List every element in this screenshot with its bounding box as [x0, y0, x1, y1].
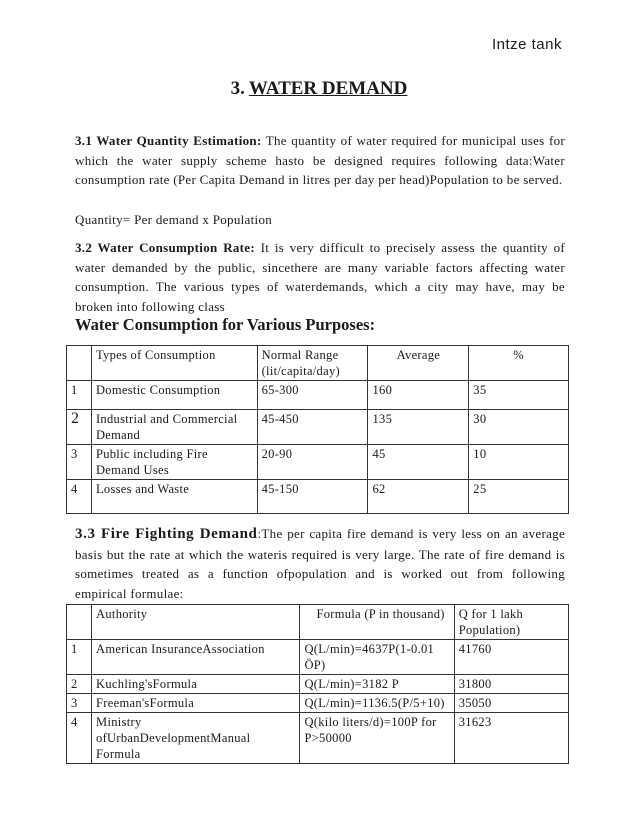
cell-percent: 25 [469, 480, 569, 514]
cell-average: 135 [368, 410, 469, 445]
table-row [67, 381, 569, 410]
chapter-number: 3. [230, 78, 245, 99]
header-cell-type: Types of Consumption [91, 346, 257, 381]
header-cell-authority: Authority [92, 605, 300, 640]
cell-no: 3 [67, 445, 92, 480]
cell-authority: Kuchling'sFormula [92, 675, 300, 694]
cell-percent: 10 [469, 445, 569, 480]
cell-authority: Ministry ofUrbanDevelopmentManual Formula [92, 713, 300, 764]
cell-formula: Q(kilo liters/d)=100P for P>50000 [300, 713, 454, 764]
consumption-table [66, 345, 569, 514]
cell-no: 3 [67, 694, 92, 713]
section-3-1-paragraph [75, 131, 565, 190]
table-row [67, 694, 569, 713]
cell-no: 4 [67, 713, 92, 764]
table-header-row [67, 346, 569, 381]
section-3-3-text: :The per capita fire demand is very less on an average basis but the rate at which the wateris required is very large. The rate of fire demand is sometimes treated as a function ofpopulation and is worked out from following empirical formulae: [75, 526, 566, 601]
header-cell-q: Q for 1 lakh Population) [454, 605, 568, 640]
cell-type: Domestic Consumption [91, 381, 257, 410]
chapter-title [0, 78, 638, 100]
cell-average: 45 [368, 445, 469, 480]
cell-formula: Q(L/min)=4637P(1-0.01 ÖP) [300, 640, 454, 675]
cell-q: 31800 [454, 675, 568, 694]
table-row [67, 410, 569, 445]
header-cell-no [67, 605, 92, 640]
cell-q: 31623 [454, 713, 568, 764]
table-header-row [67, 605, 569, 640]
table-row [67, 675, 569, 694]
cell-no: 4 [67, 480, 92, 514]
cell-q: 35050 [454, 694, 568, 713]
section-3-3-paragraph [75, 524, 565, 603]
table-row [67, 445, 569, 480]
cell-percent: 30 [469, 410, 569, 445]
header-cell-range: Normal Range (lit/capita/day) [257, 346, 368, 381]
cell-type: Industrial and Commercial Demand [91, 410, 257, 445]
cell-no: 1 [67, 640, 92, 675]
fire-demand-table [66, 604, 569, 764]
table-row [67, 713, 569, 764]
section-3-1-heading: 3.1 Water Quantity Estimation: [75, 133, 262, 148]
cell-authority: Freeman'sFormula [92, 694, 300, 713]
cell-formula: Q(L/min)=1136.5(P/5+10) [300, 694, 454, 713]
cell-average: 160 [368, 381, 469, 410]
cell-formula: Q(L/min)=3182 P [300, 675, 454, 694]
cell-type: Public including Fire Demand Uses [91, 445, 257, 480]
cell-range: 65-300 [257, 381, 368, 410]
consumption-heading: Water Consumption for Various Purposes: [75, 315, 376, 334]
header-cell-formula: Formula (P in thousand) [300, 605, 454, 640]
cell-range: 20-90 [257, 445, 368, 480]
cell-no: 1 [67, 381, 92, 410]
section-3-2-text: It is very difficult to precisely assess the quantity of water demanded by the public, sincethere are many variable factors affecting water consumption. The various types of waterdemands, which a city may have, may be broken into following class [75, 240, 565, 314]
cell-no: 2 [67, 410, 92, 445]
cell-type: Losses and Waste [91, 480, 257, 514]
section-3-3-heading: 3.3 Fire Fighting Demand [75, 526, 258, 542]
quantity-formula: Quantity= Per demand x Population [75, 212, 273, 227]
section-3-1-text: The quantity of water required for municipal uses for which the water supply scheme hasto be designed requires following data:Water consumption rate (Per Capita Demand in litres per day per head)Population to be served. [75, 133, 566, 187]
cell-authority: American InsuranceAssociation [92, 640, 300, 675]
table-row [67, 640, 569, 675]
table-row [67, 480, 569, 514]
header-cell-average: Average [368, 346, 469, 381]
document-running-header: Intze tank [491, 36, 562, 53]
cell-range: 45-150 [257, 480, 368, 514]
cell-average: 62 [368, 480, 469, 514]
cell-percent: 35 [469, 381, 569, 410]
cell-q: 41760 [454, 640, 568, 675]
header-cell-no [67, 346, 92, 381]
cell-range: 45-450 [257, 410, 368, 445]
section-3-2-paragraph [75, 238, 565, 316]
section-3-2-heading: 3.2 Water Consumption Rate: [75, 240, 256, 255]
cell-no: 2 [67, 675, 92, 694]
chapter-title-text: WATER DEMAND [248, 78, 408, 99]
header-cell-percent: % [469, 346, 569, 381]
